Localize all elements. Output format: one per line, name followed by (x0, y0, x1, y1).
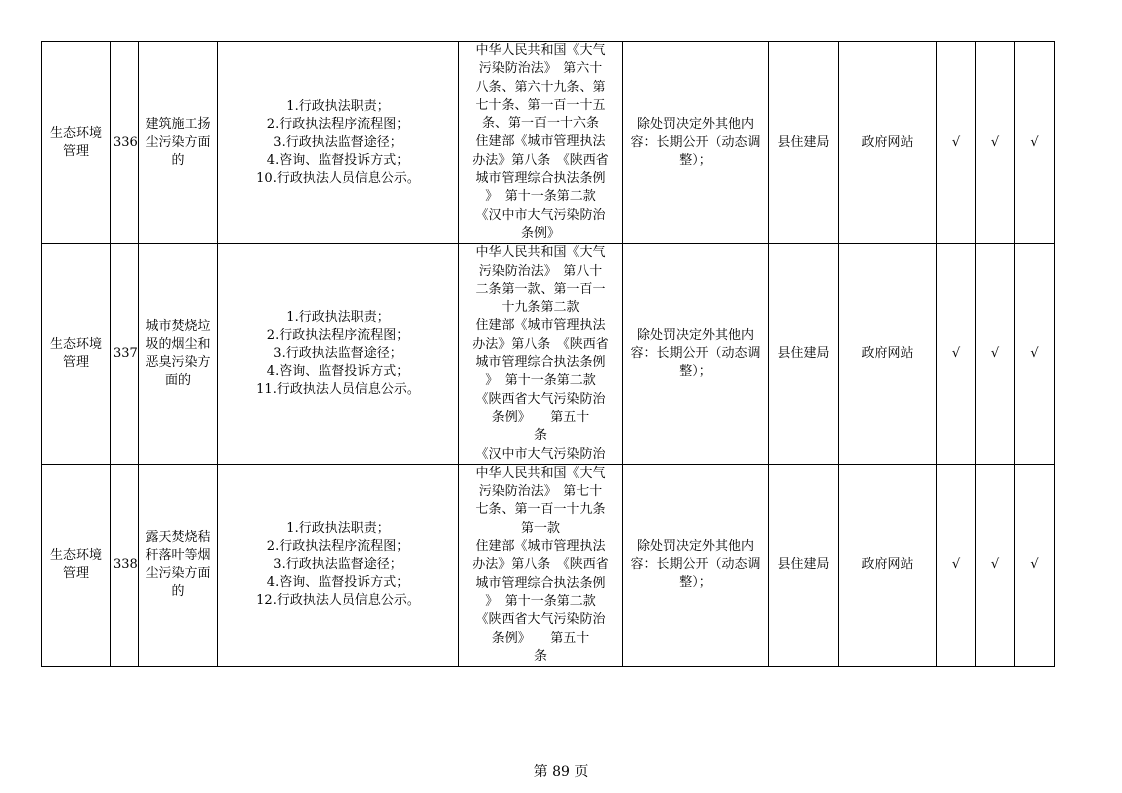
content-line: 3.行政执法监督途径； (273, 346, 403, 362)
scope-cell: 除处罚决定外其他内容：长期公开（动态调整）； (623, 244, 769, 465)
basis-line: 条 (533, 428, 547, 444)
item-number-cell: 337 (111, 244, 139, 465)
content-line: 2.行政执法程序流程图； (266, 328, 410, 344)
check-mark-3: √ (1015, 42, 1055, 244)
check-mark-2: √ (976, 244, 1015, 465)
basis-line: 中华人民共和国《大气 (475, 245, 606, 261)
disclosure-table (41, 41, 1055, 667)
basis-line: 条例》 (520, 225, 560, 241)
basis-line: 》 第十一条第二款 (485, 593, 596, 609)
basis-line: 污染防治法》 第六十 (478, 61, 603, 77)
legal-basis-cell (459, 42, 623, 244)
basis-line: 八条、第六十九条、第 (475, 79, 606, 95)
check-mark-3: √ (1015, 464, 1055, 666)
basis-line: 《陕西省大气污染防治 (475, 391, 606, 407)
item-name-cell: 城市焚烧垃圾的烟尘和恶臭污染方面的 (139, 244, 218, 465)
basis-line: 中华人民共和国《大气 (475, 465, 606, 481)
basis-line: 七条、第一百一十九条 (475, 502, 606, 518)
basis-line: 办法》第八条 《陕西省 (472, 336, 609, 352)
content-line: 1.行政执法职责； (286, 310, 390, 326)
channel-cell: 政府网站 (839, 42, 937, 244)
scope-cell: 除处罚决定外其他内容：长期公开（动态调整）； (623, 464, 769, 666)
check-mark-2: √ (976, 464, 1015, 666)
basis-line: 办法》第八条 《陕西省 (472, 152, 609, 168)
basis-line: 住建部《城市管理执法 (475, 539, 606, 555)
basis-line: 》 第十一条第二款 (485, 189, 596, 205)
basis-line: 城市管理综合执法条例 (475, 355, 606, 371)
page-number: 第 89 页 (533, 764, 589, 780)
basis-line: 条例》 第五十 (491, 630, 590, 646)
channel-cell: 政府网站 (839, 244, 937, 465)
basis-line: 《汉中市大气污染防治 (475, 207, 606, 223)
basis-line: 《陕西省大气污染防治 (475, 612, 606, 628)
basis-line: 污染防治法》 第七十 (478, 484, 603, 500)
basis-line: 办法》第八条 《陕西省 (472, 557, 609, 573)
basis-line: 污染防治法》 第八十 (478, 263, 603, 279)
legal-basis-cell (459, 244, 623, 465)
check-mark-2: √ (976, 42, 1015, 244)
check-mark-1: √ (937, 464, 976, 666)
subject-cell: 县住建局 (769, 244, 839, 465)
basis-line: 住建部《城市管理执法 (475, 318, 606, 334)
content-line: 2.行政执法程序流程图； (266, 539, 410, 555)
legal-basis-cell (459, 464, 623, 666)
content-line: 10.行政执法人员信息公示。 (256, 170, 420, 186)
domain-cell: 生态环境管理 (42, 244, 111, 465)
item-name-cell: 露天焚烧秸秆落叶等烟尘污染方面的 (139, 464, 218, 666)
item-number-cell: 336 (111, 42, 139, 244)
domain-cell: 生态环境管理 (42, 464, 111, 666)
basis-line: 《汉中市大气污染防治 (475, 446, 606, 462)
basis-line: 住建部《城市管理执法 (475, 134, 606, 150)
channel-cell: 政府网站 (839, 464, 937, 666)
basis-line: 中华人民共和国《大气 (475, 43, 606, 58)
basis-line: 二条第一款、第一百一 (475, 281, 606, 297)
check-mark-1: √ (937, 42, 976, 244)
basis-line: 十九条第二款 (501, 300, 580, 316)
content-line: 1.行政执法职责； (286, 521, 390, 537)
subject-cell: 县住建局 (769, 42, 839, 244)
content-line: 1.行政执法职责； (286, 98, 390, 114)
scope-cell: 除处罚决定外其他内容：长期公开（动态调整）； (623, 42, 769, 244)
table-row (42, 42, 1055, 244)
item-name-cell: 建筑施工扬尘污染方面的 (139, 42, 218, 244)
content-line: 12.行政执法人员信息公示。 (256, 593, 420, 609)
basis-line: 条、第一百一十六条 (481, 116, 599, 132)
basis-line: 第一款 (520, 520, 560, 536)
content-line: 2.行政执法程序流程图； (266, 116, 410, 132)
basis-line: 城市管理综合执法条例 (475, 171, 606, 187)
content-line: 11.行政执法人员信息公示。 (256, 382, 420, 398)
table-row (42, 244, 1055, 465)
domain-cell: 生态环境管理 (42, 42, 111, 244)
content-cell (218, 244, 459, 465)
subject-cell: 县住建局 (769, 464, 839, 666)
table-row (42, 464, 1055, 666)
content-line: 3.行政执法监督途径； (273, 557, 403, 573)
content-line: 4.咨询、监督投诉方式； (266, 364, 410, 380)
content-line: 4.咨询、监督投诉方式； (266, 152, 410, 168)
basis-line: 城市管理综合执法条例 (475, 575, 606, 591)
basis-line: 七十条、第一百一十五 (475, 97, 606, 113)
check-mark-1: √ (937, 244, 976, 465)
content-line: 3.行政执法监督途径； (273, 134, 403, 150)
check-mark-3: √ (1015, 244, 1055, 465)
basis-line: 》 第十一条第二款 (485, 373, 596, 389)
item-number-cell: 338 (111, 464, 139, 666)
content-line: 4.咨询、监督投诉方式； (266, 575, 410, 591)
basis-line: 条例》 第五十 (491, 409, 590, 425)
content-cell (218, 464, 459, 666)
basis-line: 条 (533, 648, 547, 664)
content-cell (218, 42, 459, 244)
